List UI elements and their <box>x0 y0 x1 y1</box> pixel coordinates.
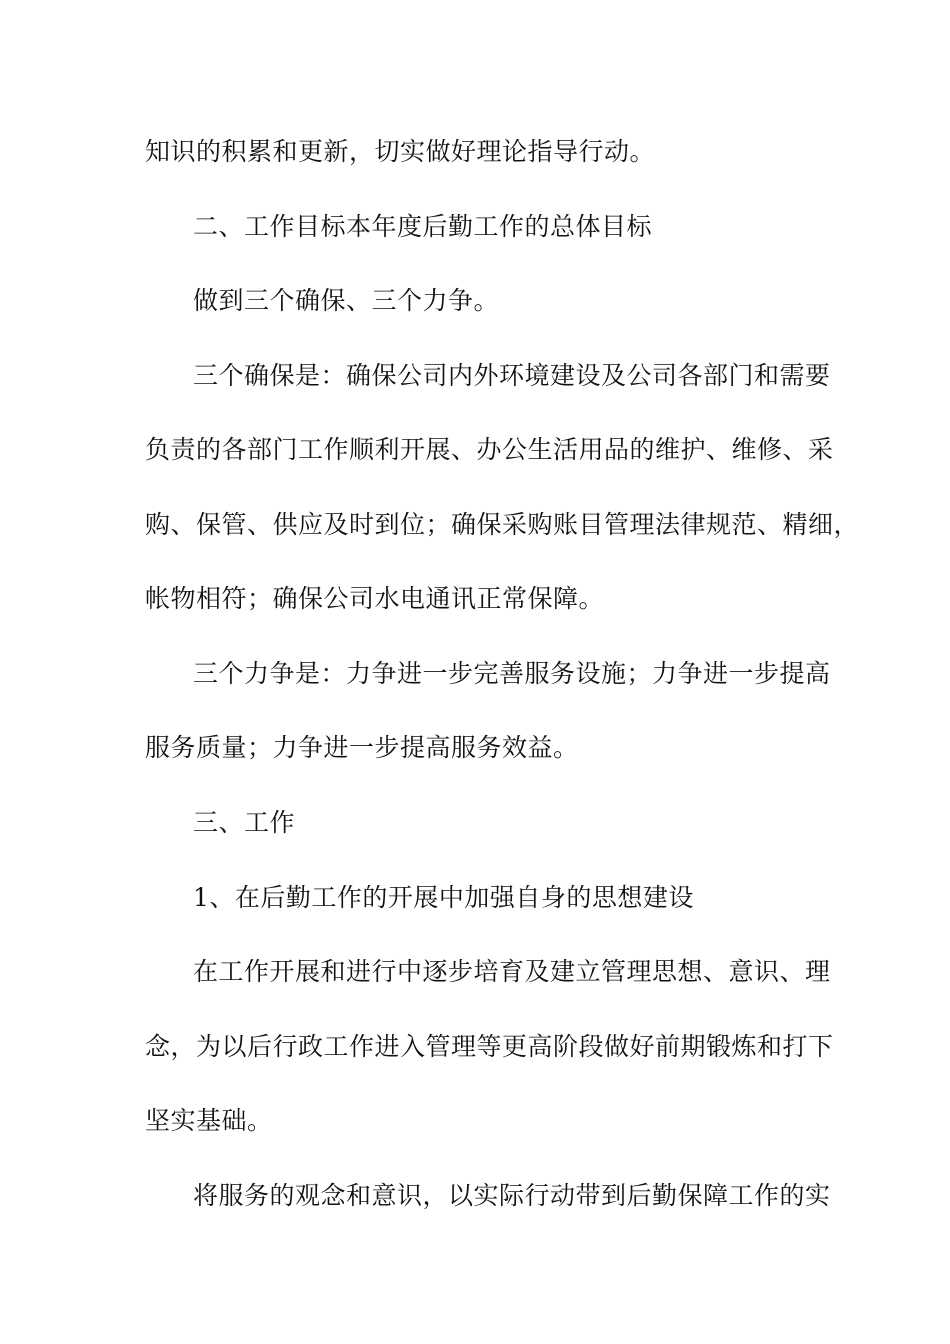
text-line-9: 服务质量；力争进一步提高服务效益。 <box>145 733 579 762</box>
text-line-3: 做到三个确保、三个力争。 <box>193 286 500 315</box>
text-line-6: 购、保管、供应及时到位；确保采购账目管理法律规范、精细， <box>145 510 860 539</box>
text-line-12: 在工作开展和进行中逐步培育及建立管理思想、意识、理 <box>193 957 831 986</box>
text-line-14: 坚实基础。 <box>145 1106 273 1135</box>
text-line-8: 三个力争是：力争进一步完善服务设施；力争进一步提高 <box>193 659 831 688</box>
text-line-15: 将服务的观念和意识，以实际行动带到后勤保障工作的实 <box>193 1181 831 1210</box>
text-line-4: 三个确保是：确保公司内外环境建设及公司各部门和需要 <box>193 361 831 390</box>
text-line-1: 知识的积累和更新，切实做好理论指导行动。 <box>145 137 656 166</box>
text-line-5: 负责的各部门工作顺利开展、办公生活用品的维护、维修、采 <box>145 435 834 464</box>
text-line-7: 帐物相符；确保公司水电通讯正常保障。 <box>145 584 605 613</box>
text-line-13: 念，为以后行政工作进入管理等更高阶段做好前期锻炼和打下 <box>145 1032 834 1061</box>
section-heading-work: 三、工作 <box>193 808 296 837</box>
section-heading-work-goals: 二、工作目标本年度后勤工作的总体目标 <box>193 212 653 241</box>
subheading-item-1: 1、在后勤工作的开展中加强自身的思想建设 <box>193 883 694 912</box>
